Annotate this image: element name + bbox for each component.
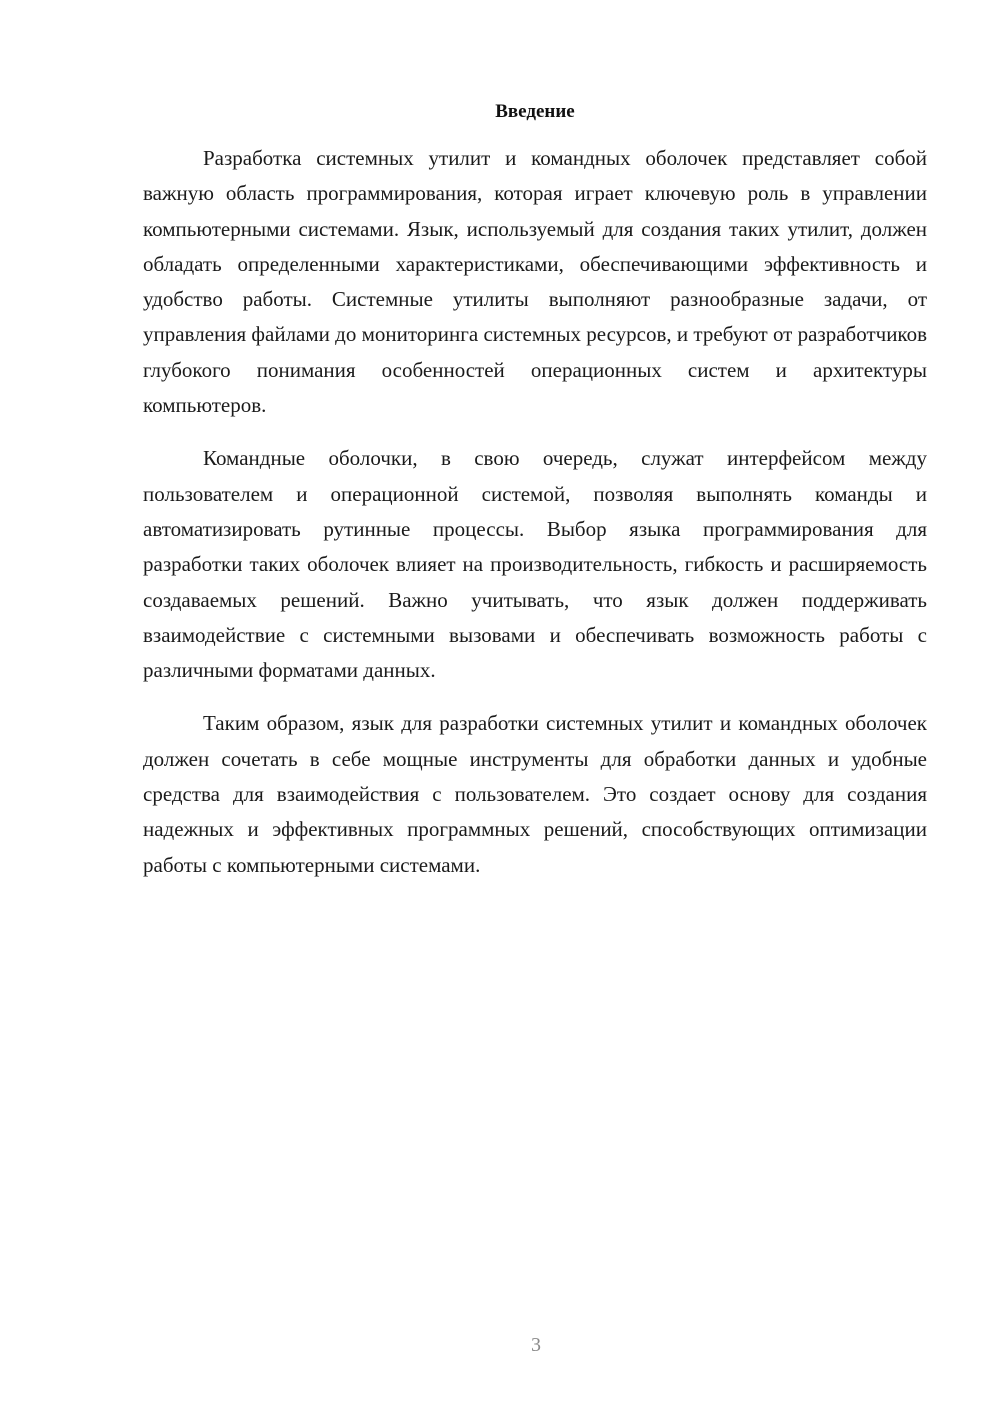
paragraph-3: Таким образом, язык для разработки системных утилит и командных оболочек должен сочетать в себе мощные инструменты для обработки данных и удобные средства для взаимодействия с пользователем. Это создает основу для создания надежных и эффективных программных решений, способствующих оптимизации работы с компьютерными системами.: [143, 711, 927, 877]
section-title: Введение: [495, 101, 575, 122]
paragraph-2: Командные оболочки, в свою очередь, служат интерфейсом между пользователем и операционной системой, позволяя выполнять команды и автоматизировать рутинные процессы. Выбор языка программирования для разработки таких оболочек влияет на производительность, гибкость и расширяемость создаваемых решений. Важно учитывать, что язык должен поддерживать взаимодействие с системными вызовами и обеспечивать возможность работы с различными форматами данных.: [143, 446, 927, 683]
paragraph-1: Разработка системных утилит и командных оболочек представляет собой важную область программирования, которая играет ключевую роль в управлении компьютерными системами. Язык, используемый для создания таких утилит, должен обладать определенными характеристиками, обеспечивающими эффективность и удобство работы. Системные утилиты выполняют разнообразные задачи, от управления файлами до мониторинга системных ресурсов, и требуют от разработчиков глубокого понимания особенностей операционных систем и архитектуры компьютеров.: [143, 146, 927, 418]
page-content: [143, 97, 927, 901]
page-number: 3: [531, 1334, 541, 1356]
